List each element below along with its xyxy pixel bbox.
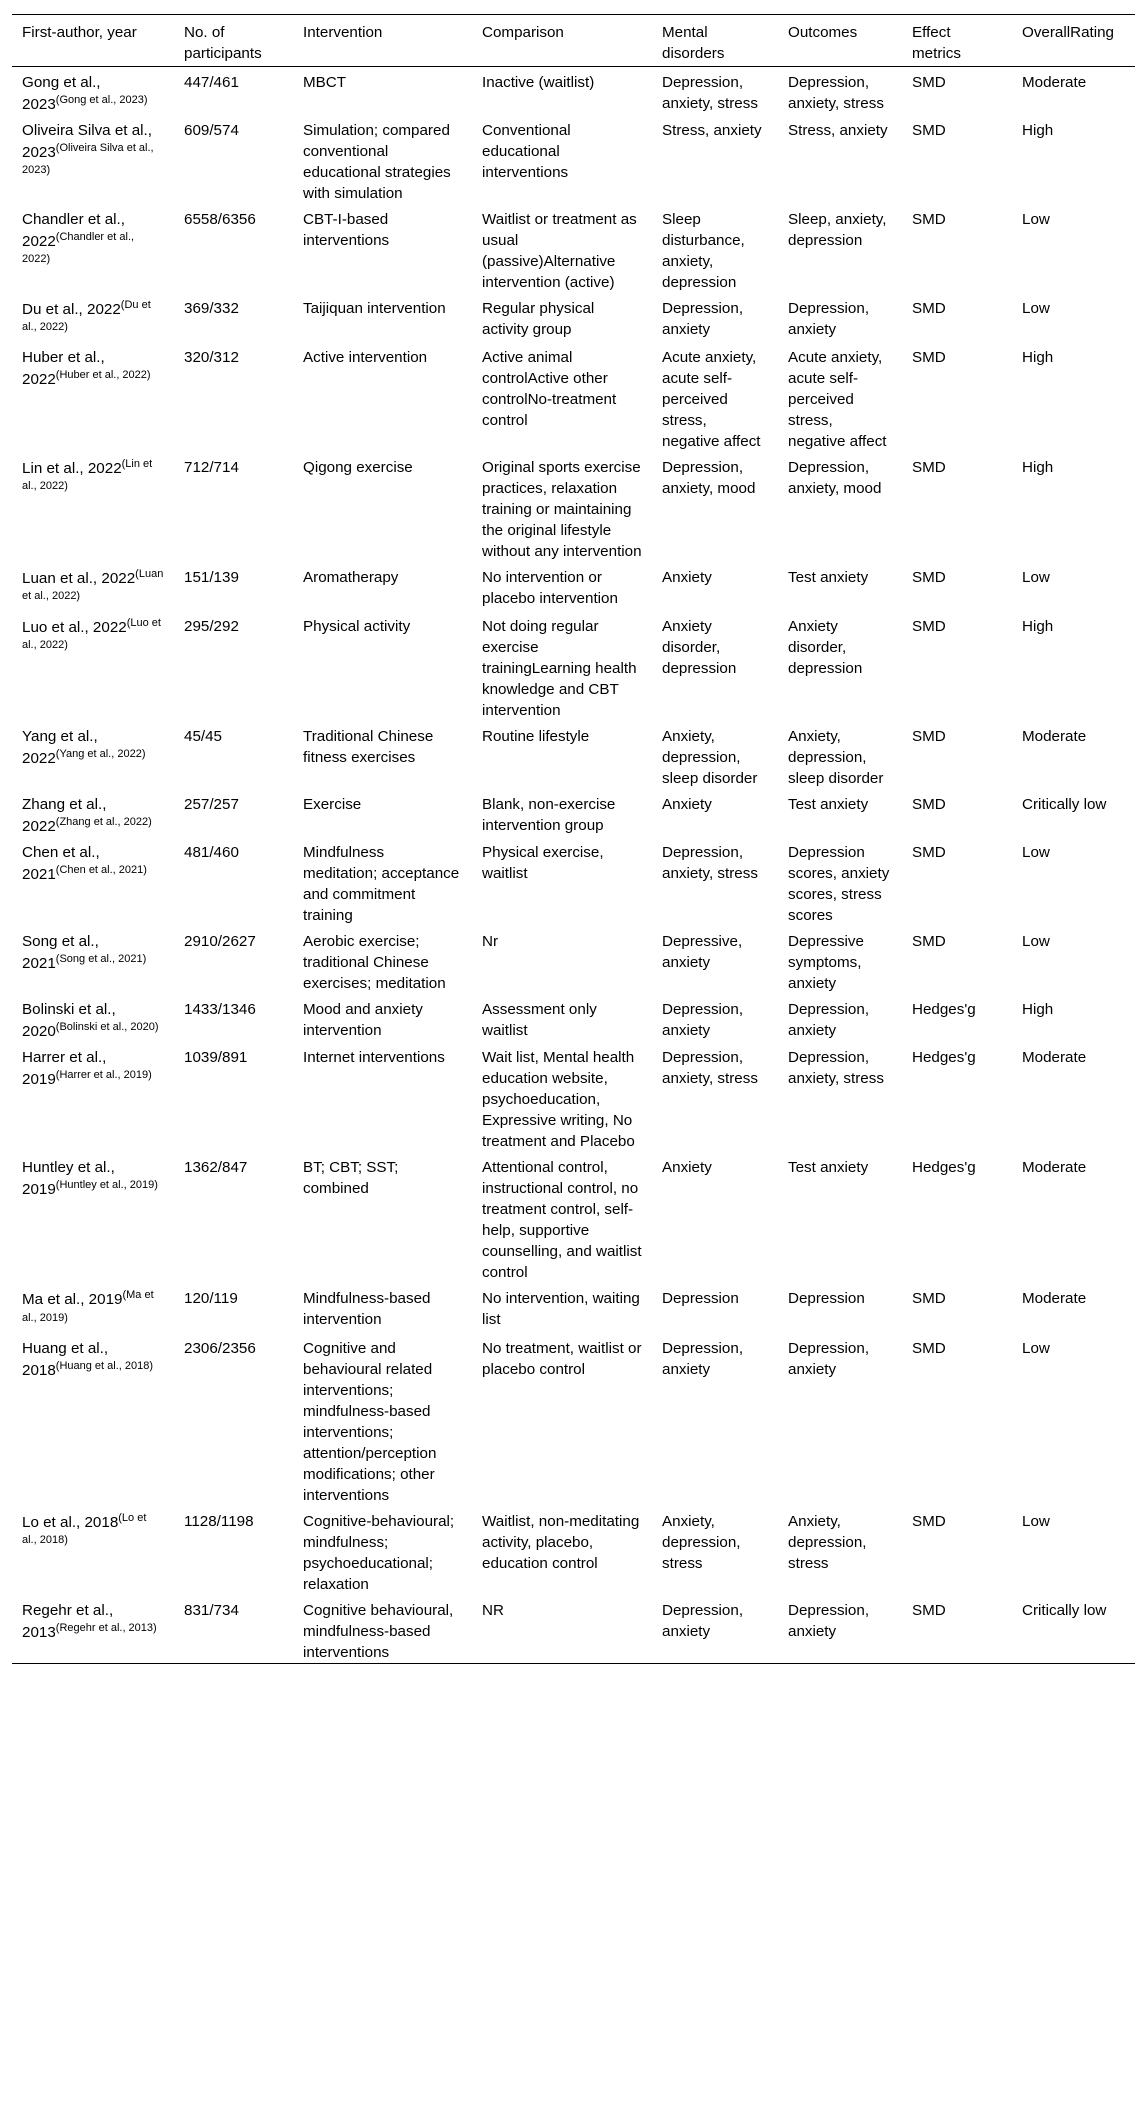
cell-rating: Low (1022, 300, 1050, 318)
cell-author (12, 1333, 174, 1506)
cell-participants: 2910/2627 (184, 933, 256, 951)
author-year: Oliveira Silva et al., 2023 (22, 122, 152, 162)
cell-outcomes: Anxiety, depression, sleep disorder (788, 728, 884, 788)
cell-outcomes: Depression (788, 1290, 865, 1308)
cell-disorders: Depression, anxiety (662, 1001, 744, 1040)
cell-disorders: Depression, anxiety (662, 1601, 744, 1640)
cell-outcomes: Anxiety, depression, stress (788, 1512, 867, 1572)
cell-disorders: Depression (662, 1290, 739, 1308)
cell-comparison: No treatment, waitlist or placebo control (482, 1339, 642, 1378)
author-year: Chen et al., 2021 (22, 844, 100, 884)
cell-author (12, 1595, 174, 1664)
cell-participants: 1362/847 (184, 1159, 248, 1177)
author-year: Lo et al., 2018 (22, 1513, 119, 1531)
cell-rating: Low (1022, 211, 1050, 229)
citation-ref: (Bolinski et al., 2020) (55, 1021, 159, 1034)
cell-metrics: SMD (912, 1512, 946, 1530)
header-comparison: Comparison (482, 24, 564, 41)
cell-intervention: Taijiquan intervention (303, 300, 446, 318)
cell-participants: 1128/1198 (184, 1512, 254, 1530)
cell-author (12, 721, 174, 789)
studies-table (12, 14, 1135, 1664)
cell-metrics: SMD (912, 74, 946, 91)
cell-intervention: Active intervention (303, 349, 428, 367)
cell-author (12, 293, 174, 342)
table-row (12, 1506, 1135, 1595)
author-year: Luo et al., 2022 (22, 619, 127, 637)
cell-participants: 320/312 (184, 349, 239, 367)
cell-disorders: Depression, anxiety, stress (662, 74, 758, 112)
cell-disorders: Depressive, anxiety (662, 933, 743, 972)
cell-outcomes: Depression, anxiety (788, 1001, 870, 1040)
cell-metrics: SMD (912, 728, 946, 746)
cell-outcomes: Test anxiety (788, 1159, 869, 1177)
author-year: Chandler et al., 2022 (22, 211, 125, 251)
cell-participants: 1433/1346 (184, 1001, 256, 1019)
cell-author (12, 67, 174, 116)
author-year: Huang et al., 2018 (22, 1339, 109, 1379)
cell-intervention: CBT-I-based interventions (303, 211, 390, 250)
cell-disorders: Depression, anxiety (662, 1339, 744, 1378)
author-year: Huber et al., 2022 (22, 349, 105, 389)
author-year: Ma et al., 2019 (22, 1291, 123, 1309)
citation-ref: (Gong et al., 2023) (55, 94, 148, 106)
cell-author (12, 562, 174, 611)
cell-disorders: Anxiety disorder, depression (662, 618, 737, 678)
citation-ref: (Lo et al., 2018) (22, 1511, 147, 1546)
cell-participants: 295/292 (184, 618, 239, 636)
cell-disorders: Depression, anxiety, mood (662, 459, 756, 498)
header-participants: No. of participants (184, 24, 262, 62)
cell-intervention: Physical activity (303, 618, 411, 636)
cell-disorders: Anxiety, depression, sleep disorder (662, 728, 758, 788)
cell-comparison: Attentional control, instructional control, no treatment control, self-help, supportive counselling, and waitlist control (482, 1159, 642, 1282)
cell-comparison: Not doing regular exercise trainingLearning health knowledge and CBT intervention (482, 618, 637, 720)
cell-intervention: Mindfulness-based intervention (303, 1290, 431, 1329)
cell-comparison: Conventional educational interventions (482, 122, 571, 182)
cell-comparison: Assessment only waitlist (482, 1001, 597, 1040)
cell-disorders: Sleep disturbance, anxiety, depression (662, 211, 745, 292)
cell-participants: 120/119 (184, 1290, 238, 1308)
cell-outcomes: Depression, anxiety, stress (788, 1049, 884, 1088)
cell-participants: 712/714 (184, 459, 239, 477)
cell-participants: 45/45 (184, 728, 223, 746)
cell-rating: Critically low (1022, 1601, 1107, 1619)
table-row (12, 342, 1135, 452)
cell-intervention: Cognitive-behavioural; mindfulness; psychoeducational; relaxation (303, 1512, 455, 1593)
cell-comparison: Physical exercise, waitlist (482, 844, 604, 883)
cell-intervention: Qigong exercise (303, 459, 413, 477)
cell-participants: 447/461 (184, 74, 239, 91)
cell-author (12, 926, 174, 994)
cell-author (12, 204, 174, 293)
header-metrics: Effect metrics (912, 24, 961, 62)
cell-outcomes: Test anxiety (788, 569, 869, 587)
cell-author (12, 837, 174, 926)
citation-ref: (Ma et al., 2019) (22, 1289, 154, 1324)
cell-participants: 609/574 (184, 122, 239, 140)
citation-ref: (Regehr et al., 2013) (55, 1621, 157, 1634)
cell-participants: 481/460 (184, 844, 239, 862)
cell-metrics: SMD (912, 1601, 946, 1619)
cell-rating: Low (1022, 1512, 1050, 1530)
table-row (12, 67, 1135, 116)
cell-metrics: SMD (912, 459, 946, 477)
cell-outcomes: Test anxiety (788, 796, 869, 814)
header-disorders: Mental disorders (662, 24, 725, 62)
cell-author (12, 789, 174, 837)
cell-rating: Moderate (1022, 1290, 1087, 1308)
cell-metrics: SMD (912, 122, 946, 140)
table-row (12, 1333, 1135, 1506)
cell-author (12, 611, 174, 721)
citation-ref: (Luan et al., 2022) (22, 568, 164, 603)
table-row (12, 926, 1135, 994)
cell-outcomes: Depression, anxiety (788, 1601, 870, 1640)
cell-metrics: SMD (912, 933, 946, 951)
citation-ref: (Harrer et al., 2019) (55, 1069, 152, 1082)
cell-disorders: Depression, anxiety, stress (662, 844, 758, 883)
cell-comparison: Original sports exercise practices, relaxation training or maintaining the original lifestyle without any intervention (482, 459, 642, 561)
cell-disorders: Anxiety (662, 796, 712, 814)
cell-rating: Low (1022, 933, 1050, 951)
header-author: First-author, year (22, 24, 137, 41)
citation-ref: (Chandler et al., 2022) (22, 231, 135, 266)
cell-outcomes: Depression, anxiety, stress (788, 74, 884, 112)
cell-comparison: Waitlist or treatment as usual (passive)Alternative intervention (active) (482, 211, 637, 292)
cell-comparison: Nr (482, 933, 499, 951)
cell-metrics: SMD (912, 349, 946, 367)
cell-comparison: No intervention, waiting list (482, 1290, 640, 1329)
author-year: Regehr et al., 2013 (22, 1601, 114, 1641)
citation-ref: (Huang et al., 2018) (55, 1359, 154, 1372)
cell-intervention: Cognitive and behavioural related interventions; mindfulness-based interventions; attention/perception modifications; other interventions (303, 1339, 437, 1504)
cell-participants: 257/257 (184, 796, 239, 814)
table-row (12, 721, 1135, 789)
cell-rating: Moderate (1022, 1159, 1087, 1177)
cell-disorders: Acute anxiety, acute self-perceived stress, negative affect (662, 349, 761, 451)
cell-comparison: No intervention or placebo intervention (482, 569, 618, 608)
cell-rating: Low (1022, 1339, 1050, 1357)
cell-comparison: Waitlist, non-meditating activity, placebo, education control (482, 1512, 640, 1572)
citation-ref: (Zhang et al., 2022) (55, 816, 152, 829)
cell-rating: Moderate (1022, 728, 1087, 746)
cell-rating: High (1022, 618, 1054, 636)
cell-outcomes: Depression scores, anxiety scores, stress scores (788, 844, 890, 925)
cell-metrics: SMD (912, 300, 946, 318)
cell-disorders: Stress, anxiety (662, 122, 762, 140)
cell-disorders: Anxiety (662, 1159, 712, 1177)
citation-ref: (Huber et al., 2022) (55, 369, 151, 382)
cell-rating: Critically low (1022, 796, 1107, 814)
cell-rating: Low (1022, 569, 1050, 587)
cell-author (12, 1042, 174, 1152)
cell-author (12, 1283, 174, 1332)
cell-intervention: Aromatherapy (303, 569, 399, 587)
cell-comparison: Blank, non-exercise intervention group (482, 796, 616, 835)
citation-ref: (Du et al., 2022) (22, 299, 151, 334)
cell-outcomes: Depression, anxiety (788, 300, 870, 339)
cell-comparison: Wait list, Mental health education website, psychoeducation, Expressive writing, No treatment and Placebo (482, 1049, 635, 1151)
cell-outcomes: Anxiety disorder, depression (788, 618, 863, 678)
header-outcomes: Outcomes (788, 24, 858, 41)
table-row (12, 115, 1135, 204)
author-year: Bolinski et al., 2020 (22, 1001, 116, 1041)
cell-disorders: Depression, anxiety (662, 300, 744, 339)
cell-rating: High (1022, 459, 1054, 477)
cell-outcomes: Stress, anxiety (788, 122, 888, 140)
citation-ref: (Song et al., 2021) (55, 953, 147, 966)
author-year: Zhang et al., 2022 (22, 796, 107, 836)
citation-ref: (Yang et al., 2022) (55, 748, 146, 761)
cell-participants: 369/332 (184, 300, 239, 318)
cell-comparison: NR (482, 1601, 504, 1619)
cell-rating: Moderate (1022, 74, 1087, 91)
cell-outcomes: Depression, anxiety (788, 1339, 870, 1378)
citation-ref: (Luo et al., 2022) (22, 617, 161, 652)
table-row (12, 293, 1135, 342)
author-year: Gong et al., 2023 (22, 74, 101, 114)
cell-author (12, 1506, 174, 1595)
cell-author (12, 994, 174, 1042)
citation-ref: (Lin et al., 2022) (22, 458, 153, 493)
cell-outcomes: Depressive symptoms, anxiety (788, 933, 864, 993)
table-row (12, 837, 1135, 926)
author-year: Luan et al., 2022 (22, 570, 136, 588)
cell-rating: High (1022, 122, 1054, 140)
cell-author (12, 452, 174, 562)
table-row (12, 204, 1135, 293)
cell-participants: 6558/6356 (184, 211, 256, 229)
cell-metrics: SMD (912, 1339, 946, 1357)
cell-intervention: BT; CBT; SST; combined (303, 1159, 399, 1198)
author-year: Lin et al., 2022 (22, 460, 122, 478)
citation-ref: (Huntley et al., 2019) (55, 1179, 158, 1192)
cell-intervention: Traditional Chinese fitness exercises (303, 728, 434, 767)
cell-disorders: Anxiety, depression, stress (662, 1512, 741, 1572)
author-year: Harrer et al., 2019 (22, 1049, 107, 1089)
cell-participants: 151/139 (184, 569, 239, 587)
cell-intervention: MBCT (303, 74, 347, 91)
cell-metrics: SMD (912, 618, 946, 636)
cell-outcomes: Sleep, anxiety, depression (788, 211, 887, 250)
cell-comparison: Active animal controlActive other controlNo-treatment control (482, 349, 617, 430)
cell-metrics: Hedges'g (912, 1049, 976, 1067)
cell-participants: 1039/891 (184, 1049, 248, 1067)
cell-outcomes: Depression, anxiety, mood (788, 459, 882, 498)
cell-metrics: SMD (912, 1290, 946, 1308)
cell-intervention: Internet interventions (303, 1049, 445, 1067)
cell-intervention: Mindfulness meditation; acceptance and commitment training (303, 844, 460, 925)
author-year: Du et al., 2022 (22, 301, 121, 319)
cell-intervention: Cognitive behavioural, mindfulness-based interventions (303, 1601, 454, 1661)
header-rating: OverallRating (1022, 24, 1115, 41)
cell-intervention: Mood and anxiety intervention (303, 1001, 423, 1040)
table-row (12, 452, 1135, 562)
cell-outcomes: Acute anxiety, acute self-perceived stress, negative affect (788, 349, 887, 451)
cell-rating: High (1022, 1001, 1054, 1019)
table-row (12, 1042, 1135, 1152)
table-row (12, 562, 1135, 611)
author-year: Huntley et al., 2019 (22, 1159, 115, 1199)
cell-disorders: Depression, anxiety, stress (662, 1049, 758, 1088)
cell-comparison: Routine lifestyle (482, 728, 590, 746)
citation-ref: (Chen et al., 2021) (55, 864, 147, 877)
cell-intervention: Exercise (303, 796, 362, 814)
table-row (12, 994, 1135, 1042)
cell-participants: 2306/2356 (184, 1339, 256, 1357)
cell-metrics: SMD (912, 211, 946, 229)
cell-disorders: Anxiety (662, 569, 712, 587)
cell-rating: Low (1022, 844, 1050, 862)
cell-intervention: Aerobic exercise; traditional Chinese exercises; meditation (303, 933, 446, 993)
header-intervention: Intervention (303, 24, 383, 41)
table-row (12, 1283, 1135, 1332)
cell-rating: Moderate (1022, 1049, 1087, 1067)
cell-comparison: Inactive (waitlist) (482, 74, 595, 91)
cell-metrics: SMD (912, 844, 946, 862)
cell-metrics: SMD (912, 569, 946, 587)
table-row (12, 1152, 1135, 1283)
cell-intervention: Simulation; compared conventional educational strategies with simulation (303, 122, 451, 203)
header-row (12, 15, 1135, 67)
table-row (12, 789, 1135, 837)
author-year: Yang et al., 2022 (22, 728, 98, 768)
cell-metrics: Hedges'g (912, 1159, 976, 1177)
table-body (12, 67, 1135, 1664)
cell-author (12, 115, 174, 204)
cell-author (12, 1152, 174, 1283)
table-row (12, 611, 1135, 721)
author-year: Song et al., 2021 (22, 933, 99, 973)
cell-author (12, 342, 174, 452)
cell-metrics: Hedges'g (912, 1001, 976, 1019)
cell-comparison: Regular physical activity group (482, 300, 595, 339)
table-row (12, 1595, 1135, 1664)
citation-ref: (Oliveira Silva et al., 2023) (22, 142, 154, 177)
cell-metrics: SMD (912, 796, 946, 814)
cell-participants: 831/734 (184, 1601, 239, 1619)
cell-rating: High (1022, 349, 1054, 367)
